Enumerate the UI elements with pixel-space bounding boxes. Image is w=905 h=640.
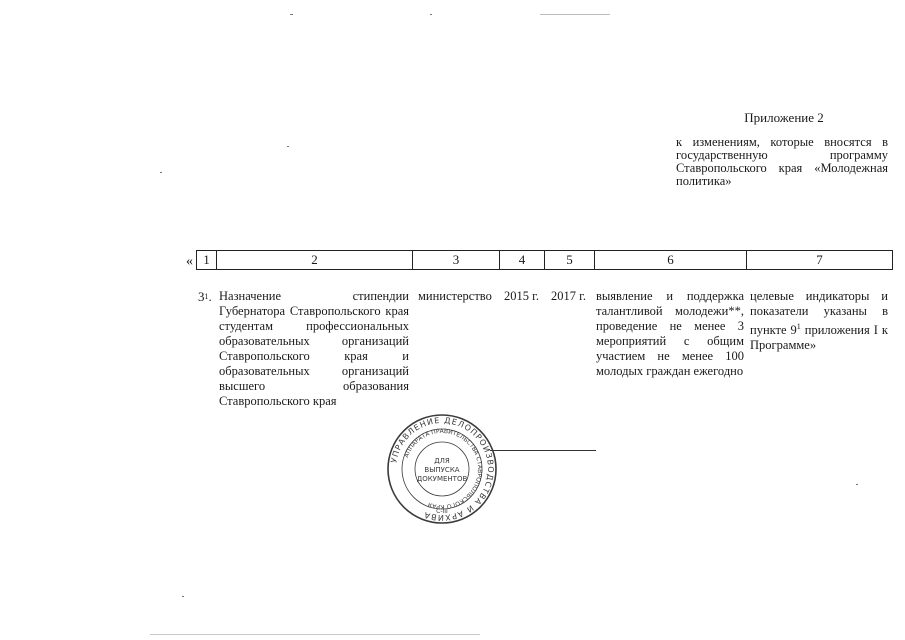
expected-result: выявление и поддержка талантливой молодежи**, проведение не менее 3 мероприятий с общим участием не менее 100 молодых граждан ежегодно (596, 289, 744, 378)
stamp-center-line-3: ДОКУМЕНТОВ (416, 475, 468, 483)
row-number-superscript: 1 (204, 292, 209, 301)
scan-speck (150, 634, 480, 635)
annex-subtitle: к изменениям, которые вносятся в государственную программу Ставропольского края «Молодежная политика» (676, 135, 888, 188)
end-year: 2017 г. (551, 289, 586, 303)
stamp-code: С-III (436, 508, 448, 515)
signature-line (490, 450, 596, 451)
column-number-4: 4 (500, 251, 545, 270)
stamp-center-line-1: ДЛЯ (434, 457, 450, 465)
stamp-inner-text: АППАРАТА ПРАВИТЕЛЬСТВА СТАВРОПОЛЬСКОГО КРАЯ (403, 427, 484, 511)
column-number-5: 5 (545, 251, 595, 270)
indicator-text-after: приложения I к Программе» (750, 323, 888, 353)
scan-speck (430, 14, 432, 15)
indicator-text-before: целевые индикаторы и показатели указаны в пункте 9 (750, 289, 888, 338)
annex-title: Приложение 2 (744, 110, 824, 125)
measure-name: Назначение стипендии Губернатора Ставропольского края студентам профессиональных образовательных организаций Ставропольского края и образовательных организаций высшего образования Ставропольского края (219, 289, 409, 408)
column-number-3: 3 (413, 251, 500, 270)
column-number-7: 7 (747, 251, 893, 270)
opening-quote: « (186, 254, 193, 269)
row-number: $3^1$. (198, 289, 212, 304)
column-number-header (196, 250, 893, 270)
stamp-outer-text: УПРАВЛЕНИЕ ДЕЛОПРОИЗВОДСТВА И АРХИВА (389, 415, 496, 523)
indicator-superscript: 1 (796, 322, 801, 331)
row-number-value: 3 (198, 289, 205, 304)
start-year: 2015 г. (504, 289, 539, 303)
official-stamp (386, 410, 498, 528)
stamp-center-line-2: ВЫПУСКА (424, 466, 460, 474)
scan-speck (290, 14, 293, 15)
header-row (197, 251, 893, 270)
target-indicators (750, 289, 888, 353)
column-number-2: 2 (217, 251, 413, 270)
scan-speck (287, 146, 289, 147)
scan-speck (182, 596, 184, 597)
executor: министерство (418, 289, 492, 303)
column-number-6: 6 (595, 251, 747, 270)
column-number-1: 1 (197, 251, 217, 270)
scan-speck (856, 484, 858, 485)
scan-speck (160, 172, 162, 173)
scan-speck (540, 14, 610, 15)
